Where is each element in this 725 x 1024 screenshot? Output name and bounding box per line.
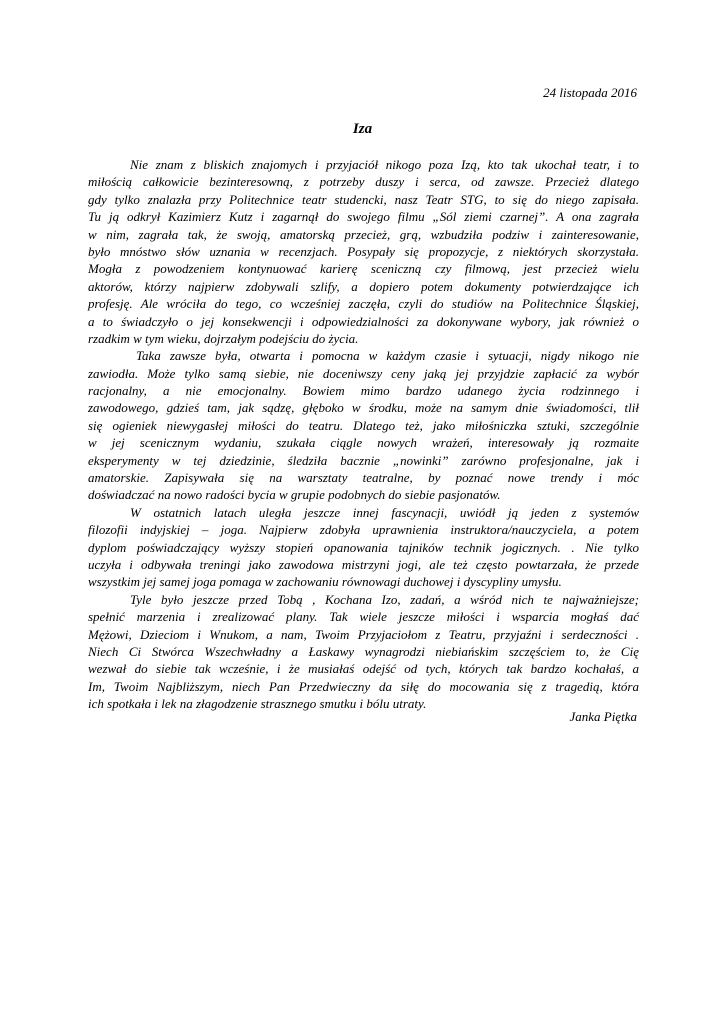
text-line: aktorów, którzy najpierw zdobywali szlify, a dopiero potem dokumenty potwierdzające ich: [88, 278, 639, 294]
text-line: eksperymenty w tej dziedzinie, śledziła bacznie „nowinki” zarówno profesjonalne, jak i: [88, 452, 639, 468]
paragraph-2: [88, 347, 639, 504]
text-line: dyplom poświadczający wyższy stopień opanowania tajników technik jogicznych. . Nie tylko: [88, 539, 639, 555]
document-title: Iza: [352, 121, 373, 137]
text-line: racjonalny, a nie emocjonalny. Bowiem mimo bardzo udanego życia rodzinnego i: [88, 383, 639, 399]
text-line: wszystkim jej samej joga pomaga w zachowaniu równowagi duchowej i dyscypliny umysłu.: [88, 574, 562, 590]
text-line: a to świadczyło o jej konsekwencji i odpowiedzialności za dokonywane wybory, jak również o: [88, 313, 639, 329]
signature: Janka Piętka: [569, 709, 637, 724]
text-line: Taka zawsze była, otwarta i pomocna w każdym czasie i sytuacji, nigdy nikogo nie: [136, 348, 639, 364]
text-line: w nim, zagrała tak, że swoją, amatorską przecież, grą, wzbudziła podziw i zainteresowanie,: [88, 226, 639, 242]
text-line: wezwał do siebie tak wcześnie, i że musiałaś odejść od tych, których tak bardzo kochałaś, a: [88, 661, 639, 677]
text-line: spełnić marzenia i zrealizować plany. Tak wiele jeszcze miłości i wsparcia mogłaś dać: [88, 609, 639, 625]
paragraph-1: [88, 156, 639, 347]
text-line: miłością całkowicie bezinteresowną, z potrzeby duszy i serca, od zawsze. Przecież dlatego: [88, 174, 639, 190]
text-line: Niech Ci Stwórca Wszechwładny a Łaskawy wynagrodzi niebiańskim szczęściem to, że Cię: [88, 643, 639, 659]
text-line: uczyła i odbywała treningi jako zawodowa mistrzyni jogi, ale też często powtarzała, że przede: [88, 556, 639, 572]
text-line: rzadkim w tym wieku, dojrzałym podejściu do życia.: [88, 330, 359, 346]
text-line: zawiodła. Może tylko samą siebie, nie doceniwszy ceny jaką jej przyjdzie zapłacić za wybór: [88, 365, 639, 381]
text-line: gdy tylko znalazła przy Politechnice teatr studencki, nasz Teatr STG, to się do niego zapisała.: [88, 191, 639, 207]
text-line: zawodowego, gdzieś tam, jak sądzę, głęboko w środku, może na samym dnie świadomości, tlił: [88, 400, 639, 416]
text-line: się ogieniek niewygasłej miłości do teatru. Dlatego też, jako miłośniczka sztuki, szczególnie: [88, 417, 639, 433]
text-line: Mogła z powodzeniem kontynuować karierę sceniczną czy filmową, jest przecież wielu: [88, 261, 639, 277]
paragraph-4: [88, 591, 639, 713]
document-body: [88, 156, 639, 713]
text-line: Tu ją odkrył Kazimierz Kutz i zagarnął do swojego filmu „Sól ziemi czarnej”. A ona zagrała: [88, 209, 639, 225]
text-line: amatorskie. Zapisywała się na warsztaty teatralne, by poznać nowe trendy i móc: [88, 470, 639, 486]
text-line: Nie znam z bliskich znajomych i przyjaciół nikogo poza Izą, kto tak ukochał teatr, i to: [130, 157, 639, 172]
text-line: ich spotkała i lek na złagodzenie strasznego smutku i bólu utraty.: [88, 696, 427, 712]
text-line: było mnóstwo słów uznania w recenzjach. Posypały się propozycje, z niektórych skorzystała.: [88, 243, 639, 259]
text-line: profesję. Ale wróciła do tego, co wcześniej zaczęła, czyli do studiów na Politechnice Śląskiej,: [88, 296, 639, 312]
paragraph-3: [88, 504, 639, 591]
text-line: W ostatnich latach uległa jeszcze innej fascynacji, uwiódł ją jeden z systemów: [130, 504, 639, 520]
text-line: Mężowi, Dzieciom i Wnukom, a nam, Twoim Przyjaciołom z Teatru, przyjaźni i serdeczności .: [88, 626, 639, 642]
text-line: filozofii indyjskiej – joga. Najpierw zdobyła uprawnienia instruktora/nauczyciela, a potem: [88, 522, 639, 538]
text-line: Im, Twoim Najbliższym, niech Pan Przedwieczny da siłę do mocowania się z tragedią, która: [88, 678, 639, 694]
text-line: Tyle było jeszcze przed Tobą , Kochana Izo, zadań, a wśród nich te najważniejsze;: [130, 591, 639, 607]
document-date: 24 listopada 2016: [543, 85, 637, 100]
text-line: w jej scenicznym wydaniu, szukała ciągle nowych wrażeń, interesowały ją rozmaite: [88, 435, 639, 451]
text-line: doświadczać na nowo radości bycia w grupie podobnych do siebie pasjonatów.: [88, 487, 501, 503]
